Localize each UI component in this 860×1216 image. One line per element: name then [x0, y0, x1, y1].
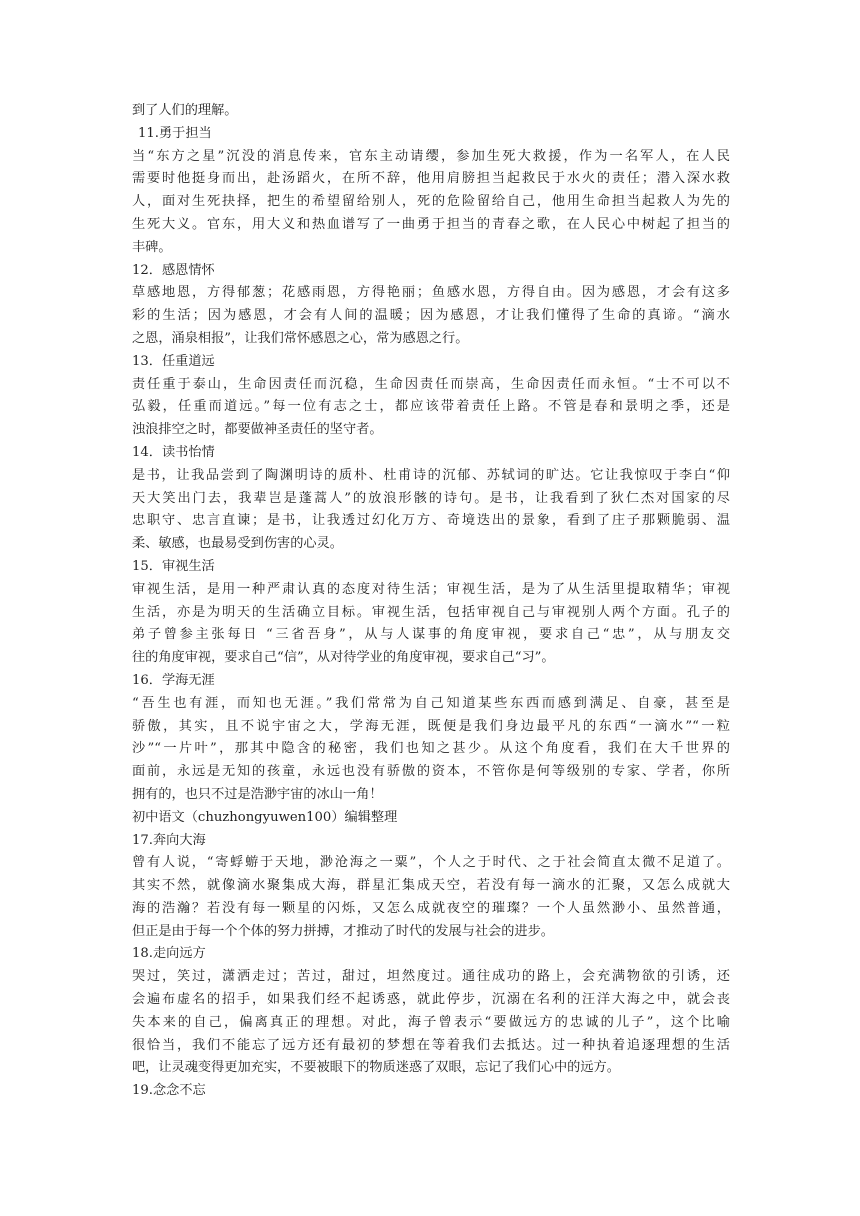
- paragraph-line: 是书，让我品尝到了陶渊明诗的质朴、杜甫诗的沉郁、苏轼词的旷达。它让我惊叹于李白“仰: [132, 467, 730, 483]
- paragraph: [132, 693, 730, 807]
- section-heading: 17.奔向大海: [132, 832, 206, 848]
- paragraph-line: 生死大义。官东，用大义和热血谱写了一曲勇于担当的青春之歌，在人民心中树起了担当的: [132, 216, 730, 232]
- paragraph-line: 拥有的，也只不过是浩渺宇宙的冰山一角！: [132, 786, 383, 802]
- paragraph-line: 哭过，笑过，潇洒走过；苦过，甜过，坦然度过。通往成功的路上，会充满物欲的引诱，还: [132, 969, 730, 985]
- paragraph: [132, 146, 730, 260]
- paragraph-line: 失本来的自己，偏离真正的理想。对此，海子曾表示“要做远方的忠诚的儿子”，这个比喻: [132, 1014, 730, 1030]
- paragraph-line: 人，面对生死抉择，把生的希望留给别人，死的危险留给自己，他用生命担当起救人为先的: [132, 194, 730, 210]
- paragraph: [132, 807, 730, 830]
- paragraph-line: 生活，亦是为明天的生活确立目标。审视生活，包括审视自己与审视别人两个方面。孔子的: [132, 604, 730, 620]
- paragraph-line: 责任重于泰山，生命因责任而沉稳，生命因责任而崇高，生命因责任而永恒。“士不可以不: [132, 376, 730, 392]
- paragraph-line: 但正是由于每一个个体的努力拼搏，才推动了时代的发展与社会的进步。: [132, 923, 554, 939]
- paragraph-line: 海的浩瀚？若没有每一颗星的闪烁，又怎么成就夜空的璀璨？一个人虽然渺小、虽然普通，: [132, 900, 730, 916]
- paragraph: [132, 100, 730, 123]
- paragraph-line: 其实不然，就像滴水聚集成大海，群星汇集成天空，若没有每一滴水的汇聚，又怎么成就大: [132, 878, 730, 894]
- paragraph-line: 天大笑出门去，我辈岂是蓬蒿人”的放浪形骸的诗句。是书，让我看到了狄仁杰对国家的尽: [132, 490, 730, 506]
- section-heading: 14．读书怡情: [132, 444, 215, 460]
- paragraph-line: 面前，永远是无知的孩童，永远也没有骄傲的资本，不管你是何等级别的专家、学者，你所: [132, 764, 730, 780]
- paragraph-line: 草感地恩，方得郁葱；花感雨恩，方得艳丽；鱼感水恩，方得自由。因为感恩，才会有这多: [132, 285, 730, 301]
- paragraph: [132, 852, 730, 943]
- paragraph-line: 审视生活，是用一种严肃认真的态度对待生活；审视生活，是为了从生活里提取精华；审视: [132, 581, 730, 597]
- paragraph: [132, 374, 730, 442]
- section-heading: 18.走向远方: [132, 946, 206, 962]
- paragraph-line: 骄傲，其实，且不说宇宙之大，学海无涯，既便是我们身边最平凡的东西“一滴水”“一粒: [132, 718, 730, 734]
- paragraph-line: 吧，让灵魂变得更加充实，不要被眼下的物质迷惑了双眼，忘记了我们心中的远方。: [132, 1060, 620, 1076]
- paragraph-line: 会遍布虚名的招手，如果我们经不起诱惑，就此停步，沉溺在名利的汪洋大海之中，就会丧: [132, 992, 730, 1008]
- paragraph: [132, 282, 730, 350]
- paragraph: [132, 465, 730, 556]
- paragraph-line: 丰碑。: [132, 239, 172, 255]
- section-heading: 15．审视生活: [132, 558, 215, 574]
- paragraph-line: 到了人们的理解。: [132, 103, 238, 118]
- paragraph-line: 沙”“一片叶”，那其中隐含的秘密，我们也知之甚少。从这个角度看，我们在大千世界的: [132, 741, 730, 757]
- paragraph-line: 弘毅，任重而道远。”每一位有志之士，都应该带着责任上路。不管是春和景明之季，还是: [132, 399, 730, 415]
- section-heading: 11.勇于担当: [138, 125, 212, 141]
- paragraph-line: 忠职守、忠言直谏；是书，让我透过幻化万方、奇境迭出的景象，看到了庄子那颗脆弱、温: [132, 513, 730, 529]
- paragraph-line: 浊浪排空之时，都要做神圣责任的坚守者。: [132, 422, 383, 438]
- section-heading: 16．学海无涯: [132, 672, 215, 688]
- paragraph: [132, 579, 730, 670]
- paragraph-line: 之恩，涌泉相报”，让我们常怀感恩之心，常为感恩之行。: [132, 330, 469, 346]
- paragraph-line: 往的角度审视，要求自己“信”，从对待学业的角度审视，要求自己“习”。: [132, 650, 555, 666]
- paragraph-line: 弟子曾参主张每日 “三省吾身”，从与人谋事的角度审视，要求自己“忠”，从与朋友交: [132, 627, 730, 643]
- paragraph-line: 柔、敏感，也最易受到伤害的心灵。: [132, 536, 343, 552]
- paragraph-line: 很恰当，我们不能忘了远方还有最初的梦想在等着我们去抵达。过一种执着追逐理想的生活: [132, 1037, 730, 1053]
- paragraph: [132, 966, 730, 1080]
- paragraph-line: 需要时他挺身而出，赴汤蹈火，在所不辞，他用肩膀担当起救民于水火的责任；潜入深水救: [132, 171, 730, 187]
- document-page: [132, 100, 730, 1103]
- section-heading: 13．任重道远: [132, 353, 215, 369]
- section-heading: 19.念念不忘: [132, 1083, 206, 1099]
- paragraph-line: 曾有人说，“寄蜉蝣于天地，渺沧海之一粟”，个人之于时代、之于社会简直太微不足道了。: [132, 855, 730, 871]
- paragraph-line: “吾生也有涯，而知也无涯。”我们常常为自己知道某些东西而感到满足、自豪，甚至是: [132, 695, 730, 711]
- section-heading: 12．感恩情怀: [132, 262, 215, 278]
- paragraph-line: 当“东方之星”沉没的消息传来，官东主动请缨，参加生死大救援，作为一名军人，在人民: [132, 148, 730, 164]
- paragraph-line: 彩的生活；因为感恩，才会有人间的温暖；因为感恩，才让我们懂得了生命的真谛。“滴水: [132, 308, 730, 324]
- paragraph-line: 初中语文（chuzhongyuwen100）编辑整理: [132, 809, 398, 825]
